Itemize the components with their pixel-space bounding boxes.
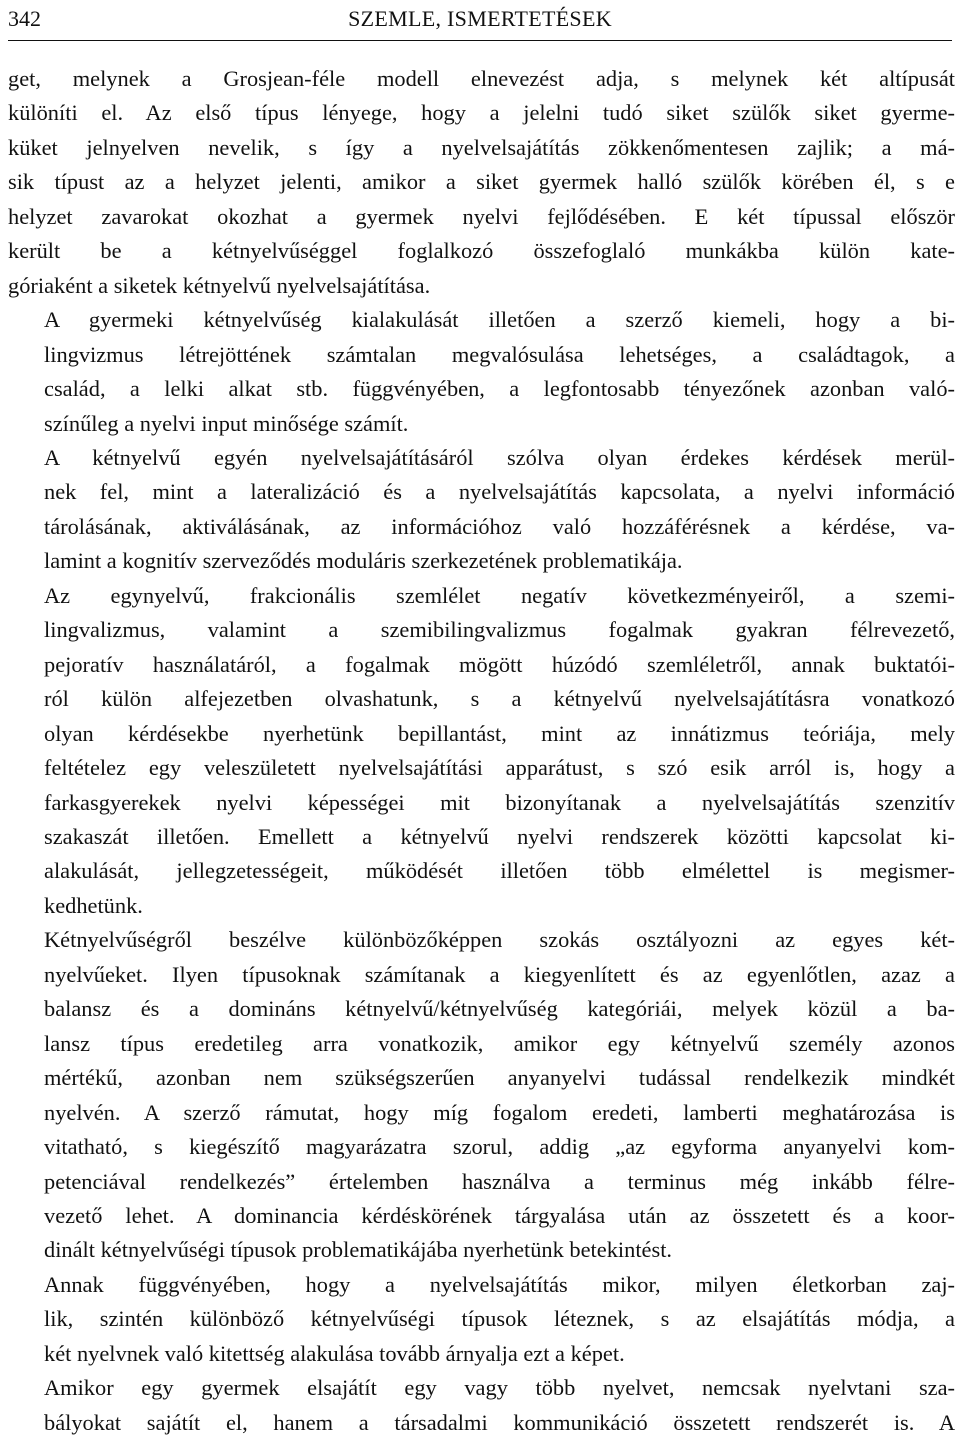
text-line: család, a lelki alkat stb. függvényében, a legfontosabb tényezőnek azonban való- [44,376,955,402]
text-line: pejoratív használatáról, a fogalmak mögött húzódó szemléletről, annak buktatói- [44,651,955,677]
text-line: Kétnyelvűségről beszélve különbözőképpen szokás osztályozni az egyes két- [44,927,955,953]
text-line: ról külön alfejezetben olvashatunk, s a kétnyelvű nyelvelsajátításra vonatkozó [44,686,955,712]
text-line: két nyelvnek való kitettség alakulása tovább árnyalja ezt a képet. [44,1340,625,1366]
paragraph [8,1268,955,1371]
paragraph [8,1371,955,1440]
text-line: get, melynek a Grosjean-féle modell elnevezést adja, s melynek két altípusát [8,66,955,91]
text-line: A kétnyelvű egyén nyelvelsajátításáról szólva olyan érdekes kérdések merül- [44,444,955,470]
text-line: olyan kérdésekbe nyerhetünk bepillantást, mint az innátizmus teóriája, mely [44,720,955,746]
text-line: bályokat sajátít el, hanem a társadalmi kommunikáció összetett rendszerét is. A [44,1409,955,1435]
text-line: alakulását, jellegzetességeit, működését illetően több elmélettel is megismer- [44,858,955,884]
paragraph [8,579,955,924]
text-line: lingvalizmus, valamint a szemibilingvalizmus fogalmak gyakran félrevezető, [44,617,955,643]
text-line: farkasgyerekek nyelvi képességei mit bizonyítanak a nyelvelsajátítás szenzitív [44,789,955,815]
text-line: petenciával rendelkezés” értelemben használva a terminus még inkább félre- [44,1168,955,1194]
text-line: Annak függvényében, hogy a nyelvelsajátítás mikor, milyen életkorban zaj- [44,1271,955,1297]
text-line: dinált kétnyelvűségi típusok problematikájába nyerhetünk betekintést. [44,1237,673,1263]
text-line: színűleg a nyelvi input minősége számít. [44,410,409,436]
text-line: különíti el. Az első típus lényege, hogy a jelelni tudó siket szülők siket gyerme- [8,100,955,126]
text-line: tárolásának, aktiválásának, az információhoz való hozzáférésnek a kérdése, va- [44,513,955,539]
text-line: sik típust az a helyzet jelenti, amikor a siket gyermek halló szülők körében él, s e [8,169,955,195]
paragraph [8,923,955,1268]
text-line: nyelvén. A szerző rámutat, hogy míg fogalom eredeti, lamberti meghatározása is [44,1099,955,1125]
text-line: Amikor egy gyermek elsajátít egy vagy több nyelvet, nemcsak nyelvtani sza- [44,1375,955,1401]
text-line: vezető lehet. A dominancia kérdéskörének tárgyalása után az összetett és a koor- [44,1202,955,1228]
page-header [8,0,952,41]
text-line: Az egynyelvű, frakcionális szemlélet negatív következményeiről, a szemi- [44,582,955,608]
text-line: lamint a kognitív szerveződés moduláris szerkezetének problematikája. [44,548,683,574]
text-line: balansz és a domináns kétnyelvű/kétnyelvűség kategóriái, melyek közül a ba- [44,996,955,1022]
paragraph [8,303,955,441]
text-line: mértékű, azonban nem szükségszerűen anyanyelvi tudással rendelkezik mindkét [44,1065,955,1091]
paragraph [8,62,955,303]
text-line: feltételez egy veleszületett nyelvelsajátítási apparátust, s szó esik arról is, hogy a [44,755,955,781]
text-line: lik, szintén különböző kétnyelvűségi típusok léteznek, s az elsajátítás módja, a [44,1306,955,1332]
page-number: 342 [8,6,41,31]
text-line: nyelvűeket. Ilyen típusoknak számítanak a kiegyenlített és az egyenlőtlen, azaz a [44,961,955,987]
text-line: lingvizmus létrejöttének számtalan megvalósulása lehetséges, a családtagok, a [44,341,955,367]
text-line: került be a kétnyelvűséggel foglalkozó összefoglaló munkákba külön kate- [8,238,955,264]
text-line: góriaként a siketek kétnyelvű nyelvelsajátítása. [8,272,431,298]
text-line: nek fel, mint a lateralizáció és a nyelvelsajátítás kapcsolata, a nyelvi információ [44,479,955,505]
text-line: lansz típus eredetileg arra vonatkozik, amikor egy kétnyelvű személy azonos [44,1030,955,1056]
running-head: SZEMLE, ISMERTETÉSEK [348,6,612,31]
paragraph [8,441,955,579]
body-text [8,62,955,1440]
text-line: helyzet zavarokat okozhat a gyermek nyelvi fejlődésében. E két típussal először [8,203,955,229]
text-line: A gyermeki kétnyelvűség kialakulását illetően a szerző kiemeli, hogy a bi- [44,307,955,333]
text-line: szakaszát illetően. Emellett a kétnyelvű nyelvi rendszerek közötti kapcsolat ki- [44,823,955,849]
text-line: küket jelnyelven nevelik, s így a nyelvelsajátítás zökkenőmentesen zajlik; a má- [8,134,955,160]
text-line: vitatható, s kiegészítő magyarázatra szorul, addig „az egyforma anyanyelvi kom- [44,1134,955,1160]
text-line: kedhetünk. [44,892,143,918]
